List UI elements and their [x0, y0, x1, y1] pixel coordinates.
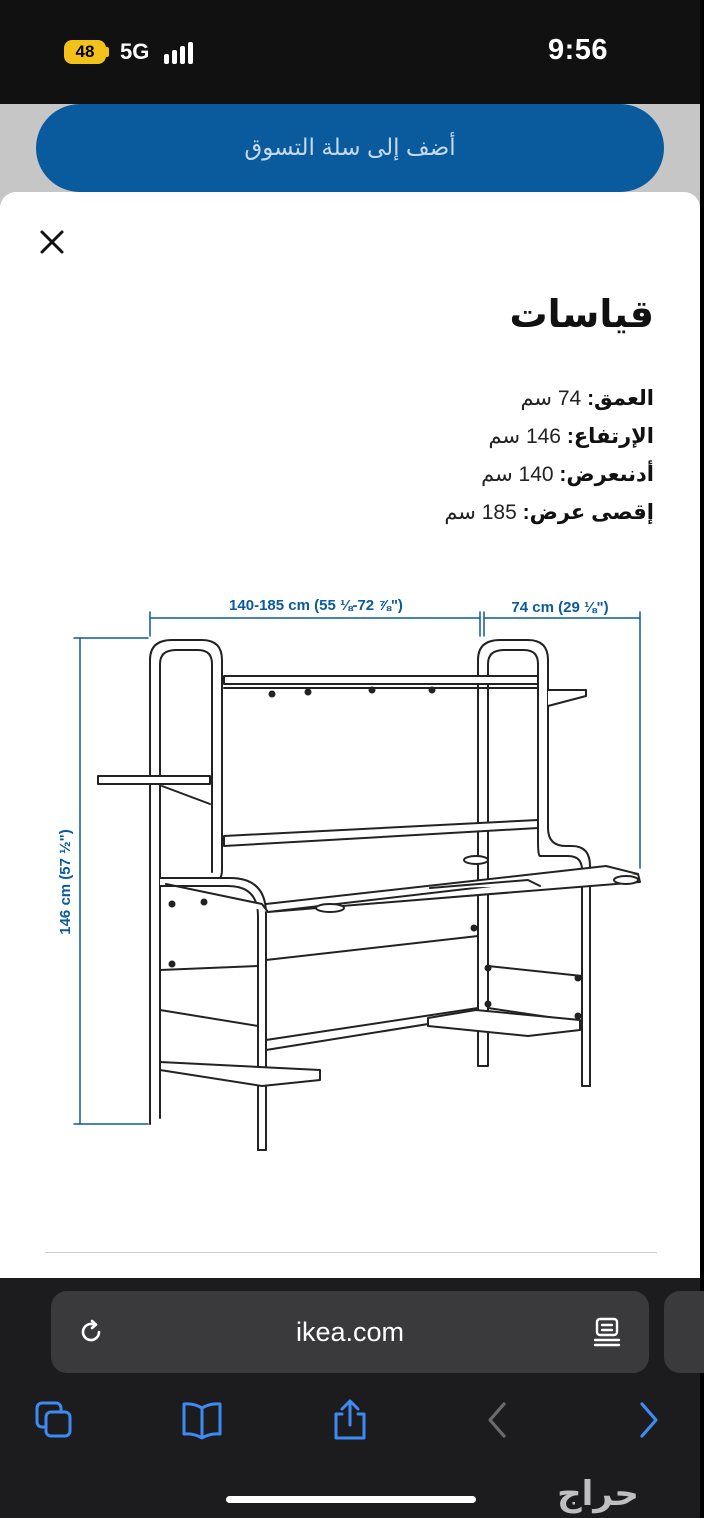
top-shelf	[224, 676, 586, 706]
dimension-row-height: الإرتفاع: 146 سم	[488, 425, 654, 448]
next-tab-preview[interactable]	[664, 1291, 704, 1373]
back-icon[interactable]	[476, 1398, 520, 1442]
network-type: 5G	[120, 39, 150, 64]
sheet-title: قياسات	[509, 294, 654, 336]
bookmarks-icon[interactable]	[180, 1398, 224, 1442]
lower-structure	[160, 900, 582, 1087]
battery-indicator: 48	[64, 40, 106, 64]
address-bar[interactable]	[51, 1291, 649, 1373]
battery-cap	[106, 47, 109, 57]
dimensions-list	[444, 380, 654, 532]
share-icon[interactable]	[328, 1398, 372, 1442]
signal-icon	[162, 40, 200, 66]
depth-dimension-label: 74 cm (29 ⅛")	[511, 599, 609, 616]
home-indicator	[226, 1496, 476, 1503]
divider	[45, 1252, 657, 1253]
width-dimension-label: 140-185 cm (55 ⅛-72 ⅞")	[229, 597, 403, 614]
forward-icon[interactable]	[626, 1398, 670, 1442]
dimension-row-max-width: إقصى عرض: 185 سم	[444, 501, 654, 524]
reader-icon[interactable]	[591, 1315, 623, 1349]
watermark-logo: حراج	[557, 1475, 639, 1513]
close-icon[interactable]	[38, 228, 66, 256]
dimension-row-depth: العمق: 74 سم	[520, 387, 654, 410]
url-text: ikea.com	[295, 1317, 405, 1347]
desk-dimension-diagram	[57, 590, 650, 1160]
status-bar	[0, 0, 700, 104]
tabs-icon[interactable]	[32, 1398, 76, 1442]
clock: 9:56	[547, 34, 608, 66]
dimension-row-min-width: أدنىعرض: 140 سم	[481, 463, 654, 486]
middle-shelf	[224, 820, 538, 846]
add-to-cart-button[interactable]: أضف إلى سلة التسوق	[36, 104, 664, 192]
height-dimension-label: 146 cm (57 ½")	[57, 829, 74, 935]
